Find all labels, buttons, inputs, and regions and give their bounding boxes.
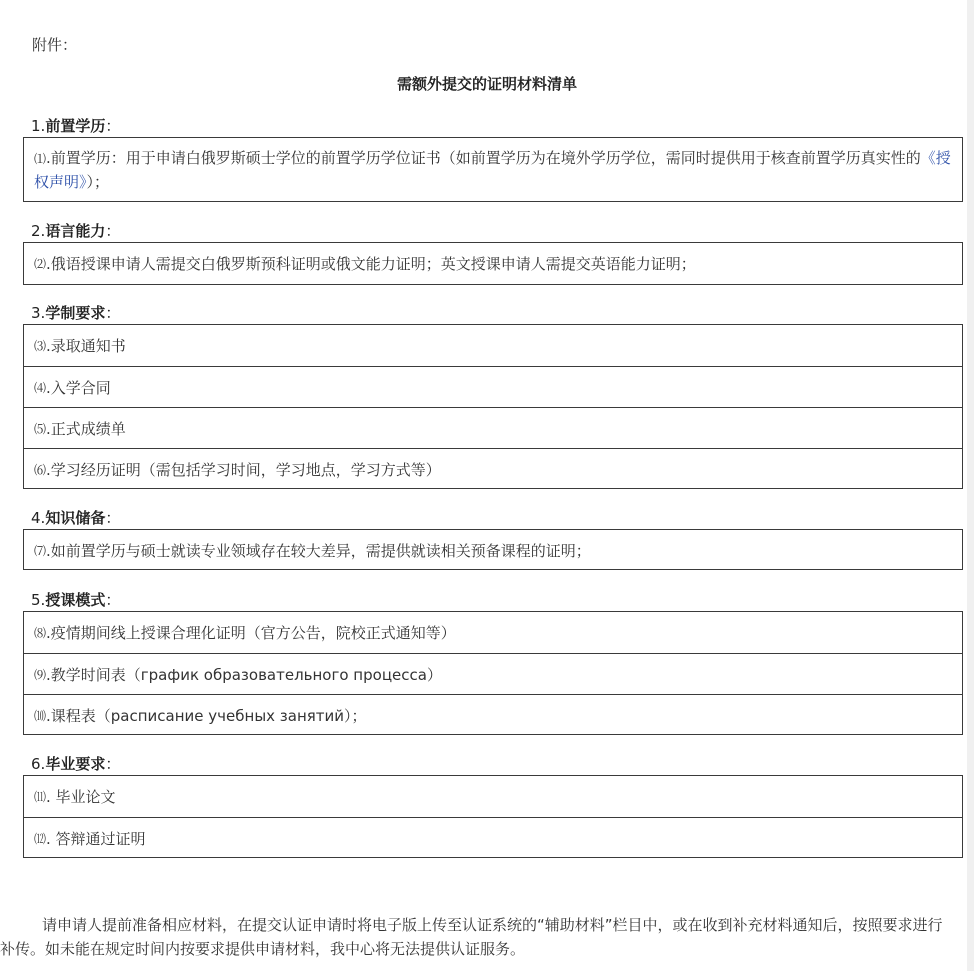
table-row <box>24 325 962 366</box>
item-text: .入学合同 <box>46 378 111 397</box>
section-heading-5: 5.授课模式： <box>31 591 121 609</box>
item-number: ⑼ <box>34 667 47 682</box>
section-heading-4: 4.知识储备： <box>31 509 121 527</box>
table-row <box>24 817 962 858</box>
table-row <box>24 366 962 407</box>
item-text: .前置学历：用于申请白俄罗斯硕士学位的前置学历学位证书（如前置学历为在境外学历学位，需同时提供用于核查前置学历真实性的 <box>46 148 921 167</box>
item-number: ⑺ <box>34 544 47 558</box>
item-text: .教学时间表（график образовательного процесса） <box>46 665 442 684</box>
item-text: .录取通知书 <box>46 337 126 355</box>
attachment-label: 附件： <box>32 36 78 54</box>
table-row <box>24 694 962 735</box>
item-number: ⑸ <box>34 421 47 436</box>
item-text: . 毕业论文 <box>46 788 116 806</box>
item-text: . 答辩通过证明 <box>46 829 146 848</box>
item-number: ⑶ <box>34 339 47 353</box>
section-heading-3: 3.学制要求： <box>31 304 121 322</box>
item-text: .课程表（расписание учебных занятий）； <box>46 706 367 725</box>
table-row <box>24 138 962 202</box>
item-text: .疫情期间线上授课合理化证明（官方公告，院校正式通知等） <box>46 624 456 642</box>
scrollbar[interactable] <box>967 0 974 971</box>
item-text: .学习经历证明（需包括学习时间，学习地点，学习方式等） <box>46 460 441 479</box>
section-table-5 <box>23 611 963 735</box>
section-table-6 <box>23 775 963 858</box>
table-row <box>24 653 962 694</box>
item-number: ⑾ <box>34 790 47 804</box>
table-row <box>24 243 962 284</box>
item-text-after: ）； <box>86 172 110 191</box>
section-heading-2: 2.语言能力： <box>31 222 121 240</box>
item-text: .如前置学历与硕士就读专业领域存在较大差异，需提供就读相关预备课程的证明； <box>46 542 591 560</box>
section-table-4 <box>23 529 963 570</box>
item-number: ⑴ <box>34 151 47 166</box>
section-table-1 <box>23 137 963 202</box>
item-number: ⑻ <box>34 626 47 640</box>
table-row <box>24 407 962 448</box>
item-text: .俄语授课申请人需提交白俄罗斯预科证明或俄文能力证明；英文授课申请人需提交英语能力证明； <box>46 255 696 273</box>
table-row <box>24 530 962 571</box>
item-number: ⑹ <box>34 462 47 477</box>
page-title: 需额外提交的证明材料清单 <box>396 75 577 93</box>
table-row <box>24 448 962 489</box>
table-row <box>24 776 962 817</box>
authorization-statement-link[interactable]: 《授权声明》 <box>34 148 951 191</box>
section-table-2 <box>23 242 963 285</box>
section-heading-6: 6.毕业要求： <box>31 755 121 773</box>
section-heading-1: 1.前置学历： <box>31 117 121 135</box>
item-number: ⑷ <box>34 380 47 395</box>
item-number: ⑿ <box>34 831 47 846</box>
item-number: ⑽ <box>34 708 47 723</box>
item-number: ⑵ <box>34 257 47 271</box>
item-text: .正式成绩单 <box>46 419 126 438</box>
section-table-3 <box>23 324 963 489</box>
table-row <box>24 612 962 653</box>
footer-note: 请申请人提前准备相应材料，在提交认证申请时将电子版上传至认证系统的“辅助材料”栏目中，或在收到补充材料通知后，按照要求进行补传。如未能在规定时间内按要求提供申请材料，我中心将无法提供认证服务。 <box>0 916 943 958</box>
